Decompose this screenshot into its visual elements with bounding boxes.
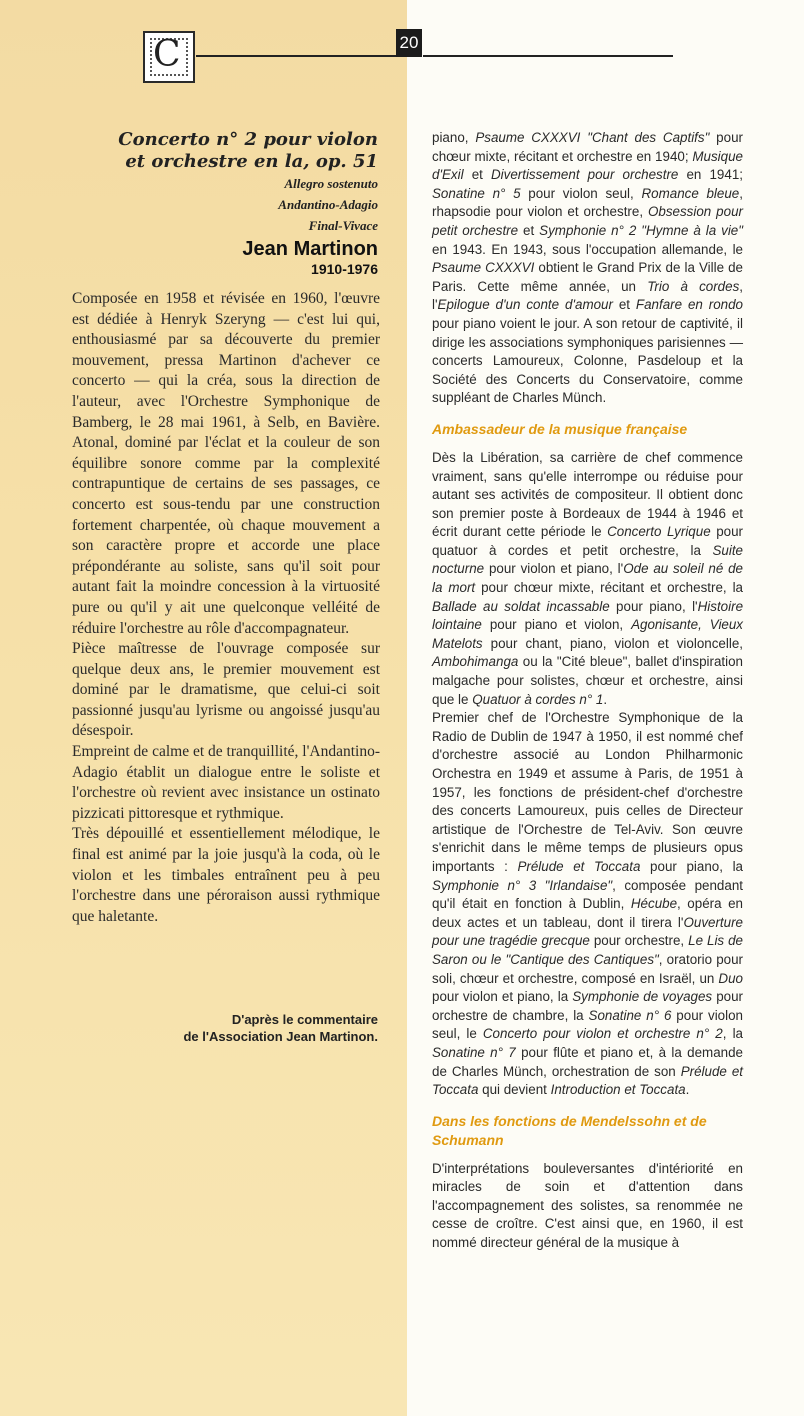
work-title-run: Quatuor à cordes n° 1 — [472, 691, 604, 707]
text-run: pour quatuor à cordes et petit orchestre, la — [432, 524, 743, 558]
text-run: en 1941; — [678, 167, 743, 183]
text-run: pour violon seul, — [520, 185, 642, 201]
text-run: , rhapsodie pour violon et orchestre, — [432, 185, 743, 220]
work-title-run: Histoire lointaine — [432, 598, 744, 633]
work-title-run: Concerto pour violon et orchestre n° 2 — [482, 1026, 723, 1042]
composer-name: Jean Martinon — [242, 238, 378, 260]
text-run: pour chant, piano, violon et violoncelle, — [482, 635, 743, 651]
header-rule-right — [423, 55, 673, 57]
movement-3: Final-Vivace — [308, 218, 378, 233]
text-run: et — [612, 297, 636, 313]
text-run: et — [518, 222, 540, 238]
text-run: pour violon seul, le — [432, 1007, 743, 1042]
text-run: obtient le Grand Prix de la Ville de Paris. Cette même année, un — [432, 260, 743, 294]
credit-line1: D'après le commentaire — [231, 1012, 378, 1027]
text-run: qui devient — [478, 1082, 551, 1098]
work-title-run: Psaume CXXXVI — [432, 260, 535, 276]
text-run: , la — [722, 1026, 743, 1042]
right-paragraph-3 — [432, 709, 743, 1099]
right-column-text — [432, 129, 743, 1253]
work-title-run: Ode au soleil né de la mort — [432, 561, 743, 596]
section-heading-ambassadeur: Ambassadeur de la musique française — [432, 420, 688, 437]
work-title-run: Symphonie de voyages — [572, 989, 713, 1005]
work-title-run: Ballade au soldat incassable — [432, 598, 610, 614]
work-title-run: Divertissement pour orchestre — [490, 167, 679, 183]
work-title-run: Epilogue d'un conte d'amour — [437, 297, 613, 313]
movement-2: Andantino-Adagio — [278, 197, 378, 212]
work-title-run: Psaume CXXXVI "Chant des Captifs" — [475, 130, 710, 145]
text-run: Premier chef de l'Orchestre Symphonique de la Radio de Dublin de 1947 à 1950, il est nommé chef d'orchestre associé au London Philharmonic Orchestra en 1949 et assume à Paris, de 1951 à 1957, les fonctions de président-chef d'orchestre des concerts Lamoureux, puis celles de Directeur artistique de l'Orchestre de Tel-Aviv. Son œuvre s'enrichit dans le même temps de plusieurs opus importants : — [432, 710, 743, 874]
work-title-run: Ambohimanga — [432, 654, 519, 670]
text-run: . — [603, 691, 608, 707]
work-title-run: Symphonie n° 2 "Hymne à la vie" — [539, 222, 743, 238]
header-rule-left — [196, 55, 396, 57]
work-title-run: Ouverture pour une tragédie grecque — [432, 914, 743, 949]
page-number: 20 — [396, 29, 422, 57]
text-run: , oratorio pour soli, chœur et orchestre, composé en Israël, un — [432, 951, 743, 986]
text-run: pour orchestre de chambre, la — [432, 989, 743, 1023]
text-run: piano, — [432, 130, 476, 145]
work-title-run: Sonatine n° 7 — [432, 1044, 516, 1060]
work-title-run: Le Lis de Saron ou le "Cantique des Cantiques" — [432, 933, 743, 967]
work-title-run: Obsession pour petit orchestre — [432, 204, 743, 238]
credit-line2: de l'Association Jean Martinon. — [183, 1029, 378, 1044]
text-run: pour piano et violon, — [481, 617, 632, 633]
work-title-run: Trio à cordes — [647, 278, 740, 294]
text-run: D'interprétations bouleversantes d'intériorité en miracles de soin et d'attention dans l'accompagnement des solistes, sa renommée ne cesse de croître. C'est ainsi que, en 1960, il est nommé directeur général de la musique à — [432, 1160, 743, 1251]
left-column-text — [72, 289, 380, 927]
work-title-run: Musique d'Exil — [432, 148, 743, 183]
text-run: pour piano, l' — [609, 598, 698, 614]
text-run: pour violon et piano, la — [432, 989, 573, 1005]
left-paragraph: Empreint de calme et de tranquillité, l'Andantino-Adagio établit un dialogue entre le soliste et l'orchestre où revient avec insistance un ostinato pizzicati pittoresque et rythmique. — [72, 743, 380, 822]
text-run: et — [463, 167, 491, 183]
work-title-run: Agonisante, Vieux Matelots — [432, 617, 744, 651]
text-run: pour chœur mixte, récitant et orchestre, la — [475, 580, 743, 596]
work-title-run: Sonatine n° 6 — [588, 1007, 672, 1023]
work-title-run: Sonatine n° 5 — [432, 185, 521, 201]
work-title-run: Introduction et Toccata — [550, 1082, 686, 1098]
work-title-run: Symphonie n° 3 "Irlandaise" — [432, 877, 613, 893]
logo-c-icon: C — [153, 34, 181, 75]
work-title-run: Duo — [718, 970, 743, 986]
text-run: en 1943. En 1943, sous l'occupation allemande, le — [432, 241, 743, 257]
work-title-run: Suite nocturne — [432, 542, 743, 577]
credit — [78, 1011, 378, 1045]
text-run: pour violon et piano, l' — [484, 561, 624, 577]
work-title-run: Prélude et Toccata — [432, 1063, 744, 1098]
logo — [143, 31, 195, 83]
text-run: , opéra en deux actes et un tableau, dont il tirera l' — [432, 896, 743, 930]
text-run: , l' — [432, 278, 744, 313]
text-run: Dès la Libération, sa carrière de chef commence vraiment, sans qu'elle interrompe ou réduise pour autant ses activités de compositeur. Il obtient donc son premier poste à Bordeaux de 1944 à 1946 et écrit durant cette période le — [432, 449, 743, 540]
text-run: pour chœur mixte, récitant et orchestre en 1940; — [432, 130, 743, 164]
work-title-run: Fanfare en rondo — [635, 297, 743, 313]
composer-dates: 1910-1976 — [311, 261, 378, 277]
movement-1: Allegro sostenuto — [284, 176, 378, 191]
work-title-line1: Concerto n° 2 pour violon — [118, 129, 378, 150]
text-run: pour orchestre, — [589, 933, 689, 949]
text-run: ou la "Cité bleue", ballet d'inspiration malgache pour solistes, chœur et orchestre, ainsi que le — [432, 654, 743, 707]
work-title-run: Hécube — [630, 896, 678, 912]
text-run: pour piano, la — [640, 858, 743, 874]
left-paragraph: Pièce maîtresse de l'ouvrage composée sur quelque deux ans, le premier mouvement est dominé par le dramatisme, que celui-ci soit passionné jusqu'au lyrisme ou angoissé jusqu'au désespoir. — [72, 640, 380, 740]
work-title-run: Concerto Lyrique — [607, 524, 711, 540]
work-heading — [48, 129, 378, 278]
text-run: . — [685, 1082, 690, 1098]
section-heading-mendelssohn: Dans les fonctions de Mendelssohn et de Schumann — [432, 1112, 707, 1148]
right-paragraph-4 — [432, 1160, 743, 1253]
work-title-line2: et orchestre en la, op. 51 — [125, 151, 378, 172]
text-run: pour flûte et piano et, à la demande de Charles Münch, orchestration de son — [432, 1044, 743, 1079]
left-paragraph: Très dépouillé et essentiellement mélodique, le final est animé par la joie jusqu'à la coda, où le violon et les timbales entraînent peu à peu l'orchestre dans une péroraison aussi rythmique que haletante. — [72, 825, 380, 925]
right-paragraph-1 — [432, 129, 743, 408]
text-run: pour piano voient le jour. A son retour de captivité, il dirige les associations symphoniques parisiennes — concerts Lamoureux, Colonne, Pasdeloup et la Société des Concerts du Conservatoire, comme suppléant de Charles Münch. — [432, 315, 743, 406]
left-paragraph: Composée en 1958 et révisée en 1960, l'œuvre est dédiée à Henryk Szeryng — c'est lui qui, enthousiasmé par sa découverte du premier mouvement, pressa Martinon d'achever ce concerto — qui la créa, sous la direction de l'auteur, avec l'Orchestre Symphonique de Bamberg, le 28 mai 1961, à Selb, en Bavière. Atonal, dominé par l'éclat et la couleur de son équilibre sonore comme par la complexité contrapuntique de certains de ses passages, ce concerto est sous-tendu par une construction fortement charpentée, où chaque mouvement a son caractère propre et accorde une place prépondérante au soliste, sans qu'il soit pour autant fait la moindre concession à la virtuosité pure ou qu'il y ait une quelconque velléité de réduire l'orchestre au rôle d'accompagnateur. — [72, 290, 380, 637]
right-paragraph-2 — [432, 449, 743, 709]
text-run: , composée pendant qu'il était en fonction à Dublin, — [432, 877, 743, 912]
work-title-run: Romance bleue — [641, 185, 740, 201]
work-title-run: Prélude et Toccata — [517, 858, 641, 874]
